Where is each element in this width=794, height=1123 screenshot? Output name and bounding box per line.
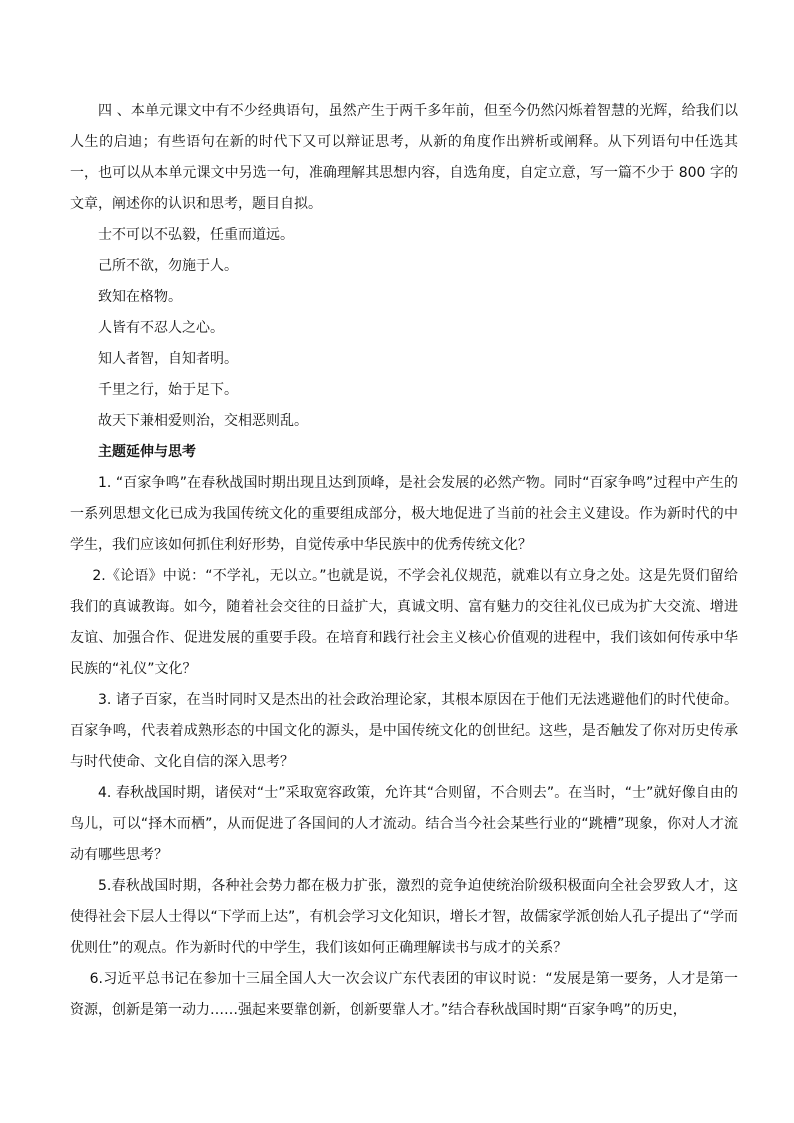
example-quote: 千里之行，始于足下。 — [98, 382, 238, 398]
section-heading: 主题延伸与思考 — [98, 444, 196, 460]
essay-prompt-paragraph: 四 、本单元课文中有不少经典语句，虽然产生于两千多年前，但至今仍然闪烁着智慧的光辉，给我们以人生的启迪；有些语句在新的时代下又可以辩证思考，从新的角度作出辨析或阐释。从下列语句中任选其一，也可以从本单元课文中另选一句，准确理解其思想内容，自选角度，自定立意，写一篇不少于 800 字的文章，阐述你的认识和思考，题目自拟。 — [70, 103, 738, 212]
question-paragraph: 5.春秋战国时期，各种社会势力都在极力扩张，激烈的竞争迫使统治阶级积极面向全社会罗致人才，这使得社会下层人士得以“下学而上达”，有机会学习文化知识，增长才智，故儒家学派创始人孔子提出了“学而优则仕”的观点。作为新时代的中学生，我们该如何正确理解读书与成才的关系？ — [70, 878, 738, 956]
example-quote: 士不可以不弘毅，任重而道远。 — [98, 227, 294, 243]
document-body — [70, 96, 738, 1026]
question-paragraph: 4. 春秋战国时期，诸侯对“士”采取宽容政策，允许其“合则留，不合则去”。在当时，“士”就好像自由的鸟儿，可以“择木而栖”，从而促进了各国间的人才流动。结合当今社会某些行业的“跳槽”现象，你对人才流动有哪些思考？ — [70, 785, 738, 863]
question-paragraph: 2.《论语》中说：“不学礼，无以立。”也就是说，不学会礼仪规范，就难以有立身之处。这是先贤们留给我们的真诚教诲。如今，随着社会交往的日益扩大，真诚文明、富有魅力的交往礼仪已成为扩大交流、增进友谊、加强合作、促进发展的重要手段。在培育和践行社会主义核心价值观的进程中，我们该如何传承中华民族的“礼仪”文化？ — [70, 568, 738, 677]
example-quote: 故天下兼相爱则治，交相恶则乱。 — [98, 413, 308, 429]
example-quote: 己所不欲，勿施于人。 — [98, 258, 238, 274]
example-quote: 致知在格物。 — [98, 289, 182, 305]
question-paragraph: 3. 诸子百家，在当时同时又是杰出的社会政治理论家，其根本原因在于他们无法逃避他们的时代使命。百家争鸣，代表着成熟形态的中国文化的源头，是中国传统文化的创世纪。这些，是否触发了你对历史传承与时代使命、文化自信的深入思考？ — [70, 692, 738, 770]
question-paragraph: 1. “百家争鸣”在春秋战国时期出现且达到顶峰，是社会发展的必然产物。同时“百家争鸣”过程中产生的一系列思想文化已成为我国传统文化的重要组成部分，极大地促进了当前的社会主义建设。作为新时代的中学生，我们应该如何抓住利好形势，自觉传承中华民族中的优秀传统文化？ — [70, 475, 738, 553]
question-paragraph: 6.习近平总书记在参加十三届全国人大一次会议广东代表团的审议时说：“发展是第一要务，人才是第一资源，创新是第一动力……强起来要靠创新，创新要靠人才。”结合春秋战国时期“百家争鸣”的历史， — [70, 971, 738, 1018]
example-quote: 知人者智，自知者明。 — [98, 351, 238, 367]
example-quote: 人皆有不忍人之心。 — [98, 320, 224, 336]
